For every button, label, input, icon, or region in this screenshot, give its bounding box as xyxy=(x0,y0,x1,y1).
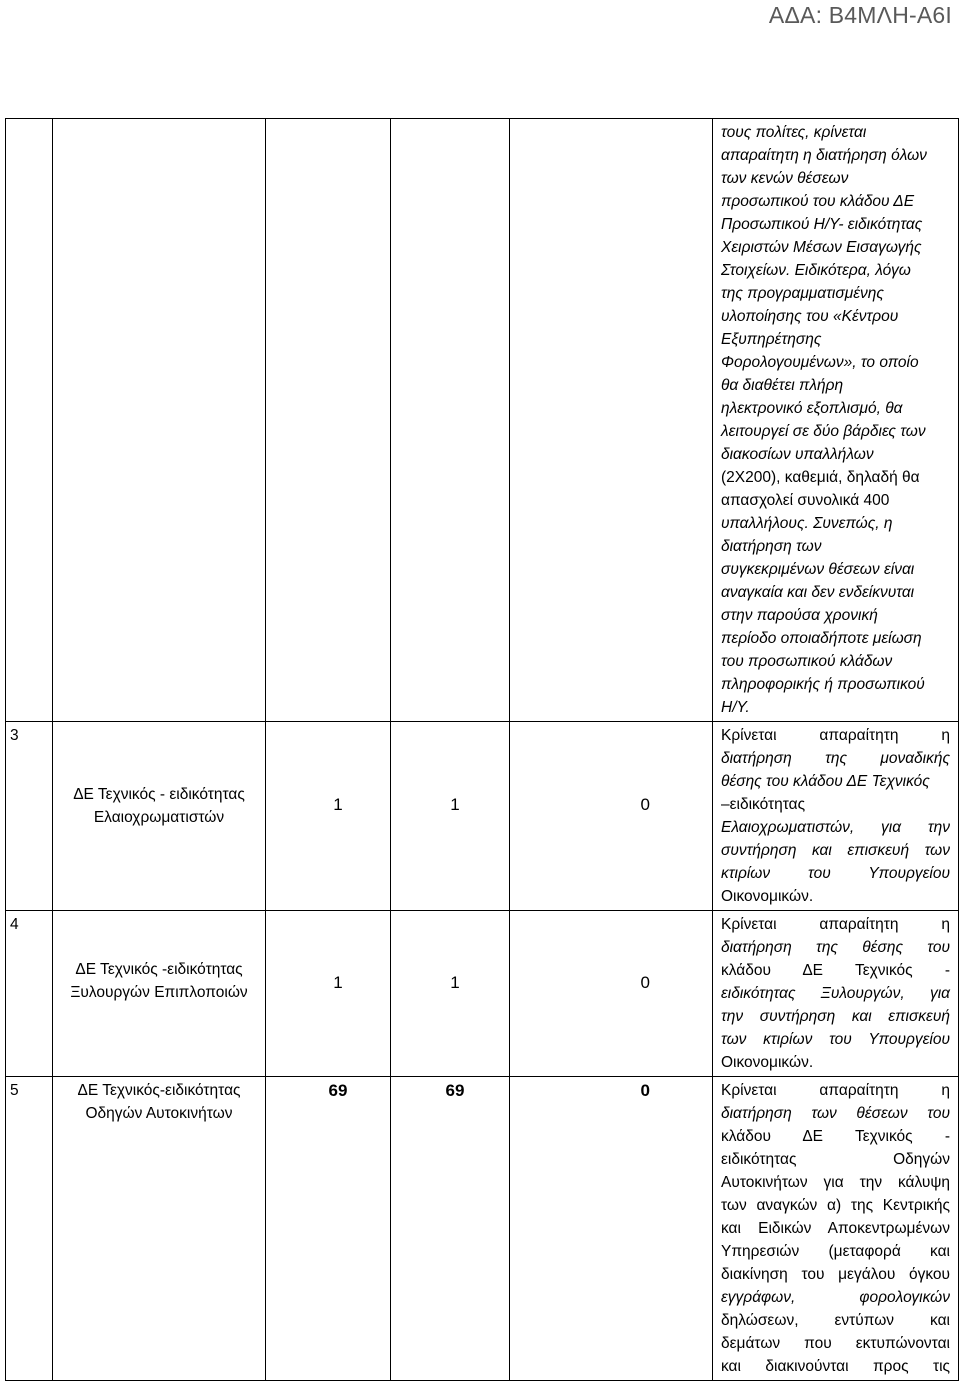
justification-line: Οικονομικών. xyxy=(721,1054,814,1071)
justification-line: Χειριστών Μέσων Εισαγωγής xyxy=(721,239,922,256)
value-a: 69 xyxy=(266,1077,391,1381)
position-name-line: ΔΕ Τεχνικός -ειδικότητας xyxy=(75,961,243,978)
value-c: 0 xyxy=(510,1077,713,1381)
justification-line: (2Χ200), καθεμιά, δηλαδή θα xyxy=(721,469,920,486)
justification-line: –ειδικότητας xyxy=(721,796,806,813)
justification-line: απαραίτητη η διατήρηση όλων xyxy=(721,147,927,164)
table-row xyxy=(6,1077,959,1381)
value-c: 0 xyxy=(510,911,713,1077)
row-number: 5 xyxy=(6,1077,53,1381)
justification-line: διατήρηση των xyxy=(721,538,822,555)
justification-line: εγγράφων, φορολογικών xyxy=(721,1289,950,1306)
justification-line: υλοποίησης του «Κέντρου xyxy=(721,308,899,325)
justification-line: στην παρούσα χρονική xyxy=(721,607,878,624)
justification-line: των κενών θέσεων xyxy=(721,170,849,187)
value-b xyxy=(391,119,510,722)
justification-text xyxy=(713,722,959,911)
position-name xyxy=(53,1077,266,1381)
value-a: 1 xyxy=(266,722,391,911)
justification-line: τους πολίτες, κρίνεται xyxy=(721,124,867,141)
row-number: 4 xyxy=(6,911,53,1077)
value-a: 1 xyxy=(266,911,391,1077)
table-row xyxy=(6,119,959,722)
justification-line: Στοιχείων. Ειδικότερα, λόγω xyxy=(721,262,911,279)
justification-line: Εξυπηρέτησης xyxy=(721,331,822,348)
justification-line: διατήρηση των θέσεων του xyxy=(721,1105,950,1122)
justification-line: Κρίνεται απαραίτητη η xyxy=(721,1082,950,1099)
justification-line: Υπηρεσιών (μεταφορά και xyxy=(721,1243,950,1260)
justification-line: πληροφορικής ή προσωπικού xyxy=(721,676,925,693)
justification-line: ηλεκτρονικό εξοπλισμό, θα xyxy=(721,400,903,417)
justification-line: του προσωπικού κλάδων xyxy=(721,653,893,670)
justification-line: περίοδο οποιαδήποτε μείωση xyxy=(721,630,922,647)
table-row xyxy=(6,911,959,1077)
justification-line: της προγραμματισμένης xyxy=(721,285,884,302)
position-name-line: Ξυλουργών Επιπλοποιών xyxy=(70,984,248,1001)
position-name xyxy=(53,722,266,911)
justification-line: θέσης του κλάδου ΔΕ Τεχνικός xyxy=(721,773,930,790)
justification-text xyxy=(713,911,959,1077)
value-b: 1 xyxy=(391,722,510,911)
justification-text xyxy=(713,119,959,722)
justification-line: αναγκαία και δεν ενδείκνυται xyxy=(721,584,915,601)
row-number: 3 xyxy=(6,722,53,911)
justification-line: Κρίνεται απαραίτητη η xyxy=(721,727,950,744)
justification-line: προσωπικού του κλάδου ΔΕ xyxy=(721,193,915,210)
position-name xyxy=(53,911,266,1077)
justification-line: απασχολεί συνολικά 400 xyxy=(721,492,890,509)
justification-line: Οικονομικών. xyxy=(721,888,814,905)
justification-line: διατήρηση της θέσης του xyxy=(721,939,950,956)
justification-line: και διακινούνται προς τις xyxy=(721,1358,950,1375)
justification-line: Προσωπικού Η/Υ- ειδικότητας xyxy=(721,216,923,233)
value-c xyxy=(510,119,713,722)
justification-line: των αναγκών α) της Κεντρικής xyxy=(721,1197,950,1214)
justification-line: Αυτοκινήτων για την κάλυψη xyxy=(721,1174,950,1191)
justification-line: των κτιρίων του Υπουργείου xyxy=(721,1031,950,1048)
value-a xyxy=(266,119,391,722)
value-b: 1 xyxy=(391,911,510,1077)
justification-line: κλάδου ΔΕ Τεχνικός - xyxy=(721,1128,950,1145)
justification-line: υπαλλήλους. Συνεπώς, η xyxy=(721,515,893,532)
table-row xyxy=(6,722,959,911)
justification-line: κλάδου ΔΕ Τεχνικός - xyxy=(721,962,950,979)
value-c: 0 xyxy=(510,722,713,911)
position-name xyxy=(53,119,266,722)
justification-line: θα διαθέτει πλήρη xyxy=(721,377,844,394)
justification-line: συντήρηση και επισκευή των xyxy=(721,842,950,859)
justification-line: δηλώσεων, εντύπων και xyxy=(721,1312,950,1329)
justification-line: συγκεκριμένων θέσεων είναι xyxy=(721,561,915,578)
justification-line: Κρίνεται απαραίτητη η xyxy=(721,916,950,933)
justification-text xyxy=(713,1077,959,1381)
positions-table xyxy=(5,118,959,1381)
row-number xyxy=(6,119,53,722)
justification-line: την συντήρηση και επισκευή xyxy=(721,1008,950,1025)
justification-line: Ελαιοχρωματιστών, για την xyxy=(721,819,950,836)
justification-line: διατήρηση της μοναδικής xyxy=(721,750,950,767)
value-b: 69 xyxy=(391,1077,510,1381)
justification-line: λειτουργεί σε δύο βάρδιες των xyxy=(721,423,926,440)
justification-line: και Ειδικών Αποκεντρωμένων xyxy=(721,1220,950,1237)
position-name-line: ΔΕ Τεχνικός - ειδικότητας xyxy=(73,786,245,803)
position-name-line: ΔΕ Τεχνικός-ειδικότητας xyxy=(77,1082,241,1099)
justification-line: Η/Υ. xyxy=(721,699,750,716)
justification-line: Φορολογουμένων», το οποίο xyxy=(721,354,919,371)
justification-line: διακοσίων υπαλλήλων xyxy=(721,446,874,463)
position-name-line: Ελαιοχρωματιστών xyxy=(93,809,225,826)
justification-line: δεμάτων που εκτυπώνονται xyxy=(721,1335,950,1352)
justification-line: κτιρίων του Υπουργείου xyxy=(721,865,950,882)
justification-line: ειδικότητας Ξυλουργών, για xyxy=(721,985,950,1002)
justification-line: διακίνηση του μεγάλου όγκου xyxy=(721,1266,950,1283)
position-name-line: Οδηγών Αυτοκινήτων xyxy=(85,1105,233,1122)
justification-line: ειδικότητας Οδηγών xyxy=(721,1151,950,1168)
ada-code: ΑΔΑ: Β4ΜΛΗ-Α6Ι xyxy=(768,2,952,28)
